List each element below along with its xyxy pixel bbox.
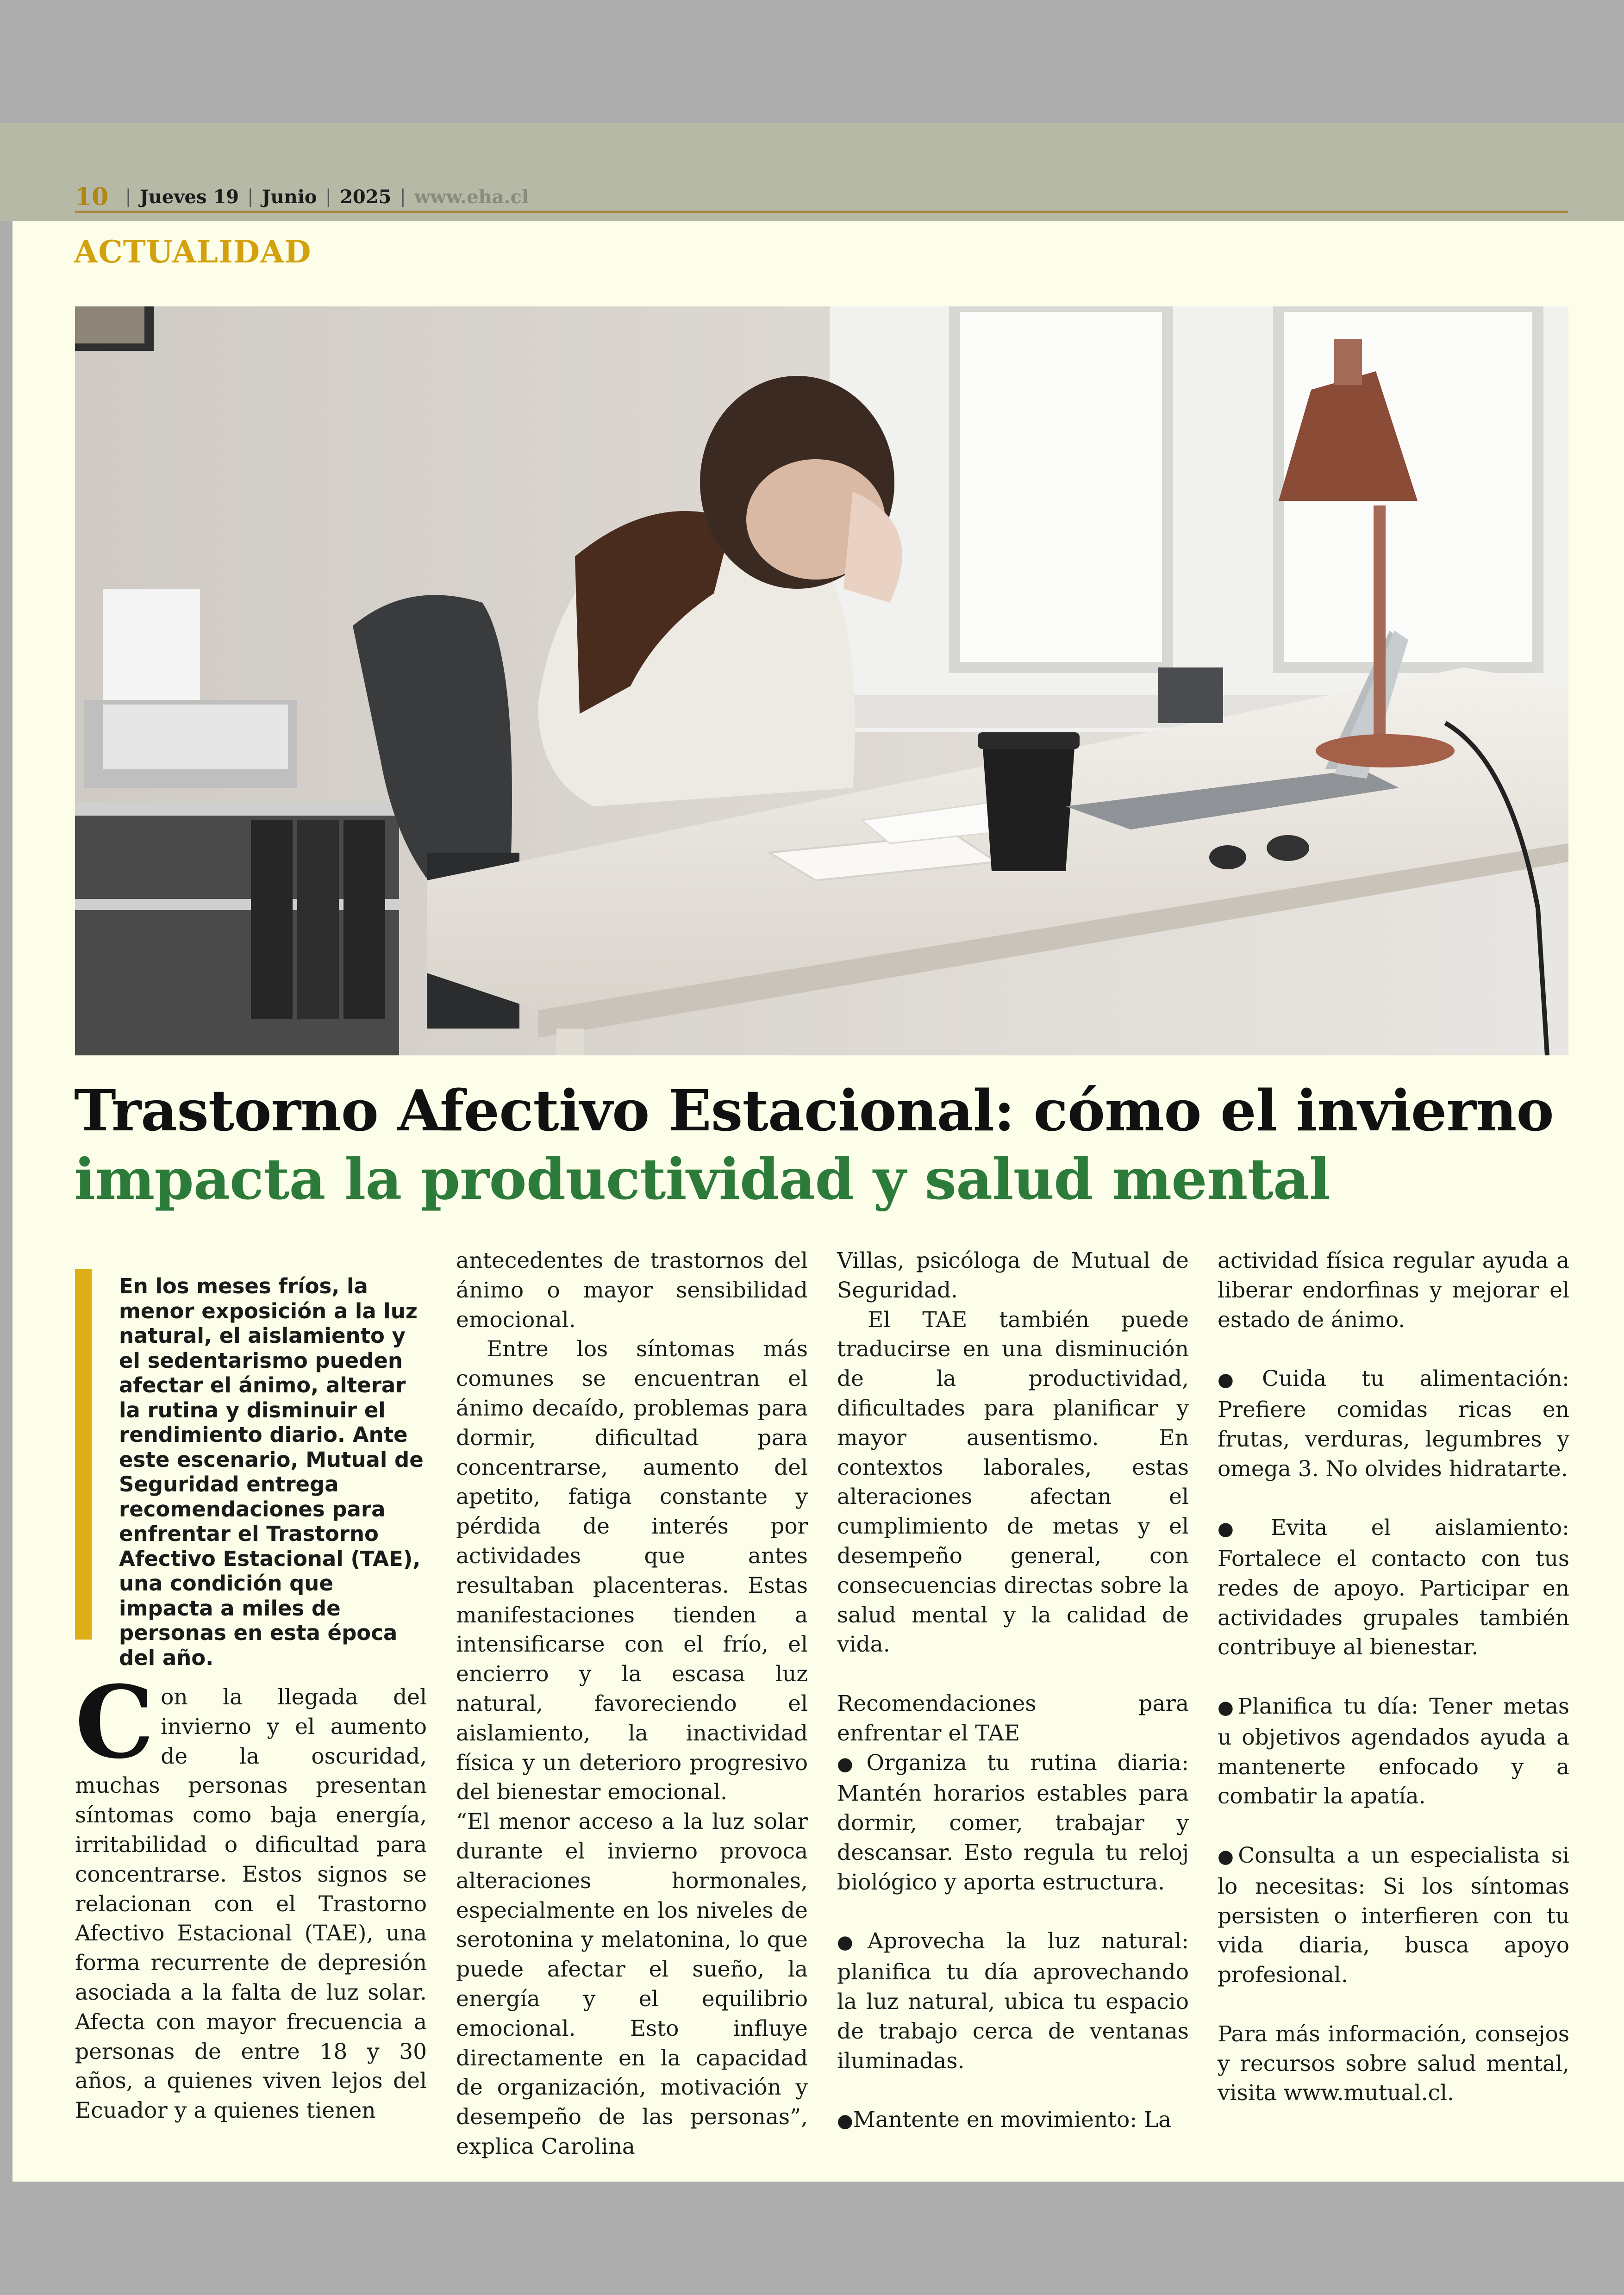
recommendation-item: ●Consulta a un especialista si lo necesitas: Si los síntomas persisten o interfieren con tu vida diaria, busca apoyo profesional. [1218, 1842, 1569, 1988]
folio-line [75, 181, 1570, 213]
header-rule [75, 211, 1568, 213]
bullet-icon: ● [837, 1753, 867, 1775]
section-label: ACTUALIDAD [74, 234, 312, 270]
body-paragraph: antecedentes de trastornos del ánimo o mayor sensibilidad emocional. [456, 1248, 808, 1333]
recommendation-item: ●Mantente en movimiento: La [837, 2107, 1172, 2133]
lead-paragraph: En los meses fríos, la menor exposición a la luz natural, el aislamiento y el sedentarismo pueden afectar el ánimo, alterar la rutina y disminuir el rendimiento diario. Ante este escenario, Mutual de Seguridad entrega recomendaciones para enfrentar el Trastorno Afectivo Estacional (TAE), una condición que impacta a miles de personas en esta época del año. [119, 1274, 424, 1670]
body-column-3 [837, 1246, 1189, 2136]
folio-separator: | [247, 186, 254, 207]
bullet-icon: ● [837, 2110, 853, 2132]
dropcap: C [75, 1664, 155, 1781]
folio-month: Junio [262, 186, 317, 208]
bullet-icon: ● [1218, 1846, 1238, 1867]
recommendation-continuation: actividad física regular ayuda a liberar endorfinas y mejorar el estado de ánimo. [1218, 1248, 1569, 1333]
recommendation-item: ●Cuida tu alimentación: Prefiere comidas ricas en frutas, verduras, legumbres y omega 3. No olvides hidratarte. [1218, 1366, 1569, 1482]
recommendations-heading: Recomendaciones para enfrentar el TAE [837, 1690, 1189, 1746]
recommendation-item: ●Aprovecha la luz natural: planifica tu día aprovechando la luz natural, ubica tu espacio de trabajo cerca de ventanas iluminadas. [837, 1928, 1189, 2074]
body-column-4 [1218, 1246, 1569, 2108]
recommendation-item: ●Planifica tu día: Tener metas u objetivos agendados ayuda a mantenerte enfocado y a combatir la apatía. [1218, 1693, 1569, 1809]
folio-separator: | [325, 186, 332, 207]
article-headline [74, 1076, 1583, 1213]
lead-accent-bar [75, 1269, 92, 1640]
intro-text: on la llegada del invierno y el aumento de la oscuridad, muchas personas presentan síntomas como baja energía, irritabilidad o dificultad para concentrarse. Estos signos se relacionan con el Trastorno Afectivo Estacional (TAE), una forma recurrente de depresión asociada a la falta de luz solar. Afecta con mayor frecuencia a personas de entre 18 y 30 años, a quienes viven lejos del Ecuador y a quienes tienen [75, 1684, 427, 2124]
folio-day: Jueves 19 [139, 186, 239, 208]
bullet-icon: ● [1218, 1696, 1238, 1718]
headline-line-1: Trastorno Afectivo Estacional: cómo el invierno [74, 1077, 1554, 1144]
body-paragraph [75, 1664, 427, 2126]
folio-separator: | [125, 186, 131, 207]
body-paragraph: Villas, psicóloga de Mutual de Seguridad. [837, 1248, 1189, 1303]
page-number: 10 [75, 182, 109, 211]
bullet-icon: ● [1218, 1369, 1262, 1391]
recommendation-item: ●Organiza tu rutina diaria: Mantén horarios estables para dormir, comer, trabajar y descansar. Esto regula tu reloj biológico y aporta estructura. [837, 1750, 1189, 1895]
closing-paragraph: Para más información, consejos y recursos sobre salud mental, visita www.mutual.cl. [1218, 2021, 1569, 2106]
folio-year: 2025 [340, 186, 392, 208]
folio-separator: | [400, 186, 406, 207]
office-photo-icon [75, 306, 1568, 1055]
headline-line-2: impacta la productividad y salud mental [74, 1146, 1330, 1212]
body-paragraph: Entre los síntomas más comunes se encuentran el ánimo decaído, problemas para dormir, dificultad para concentrarse, aumento del apetito, fatiga constante y pérdida de interés por actividades que antes resultaban placenteras. Estas manifestaciones tienden a intensificarse con el frío, el encierro y la escasa luz natural, favoreciendo el aislamiento, la inactividad física y un deterioro progresivo del bienestar emocional. [456, 1336, 808, 1805]
body-paragraph: El TAE también puede traducirse en una disminución de la productividad, dificultades para planificar y mayor ausentismo. En contextos laborales, estas alteraciones afectan el cumplimiento de metas y el desempeño general, con consecuencias directas sobre la salud mental y la calidad de vida. [837, 1307, 1189, 1658]
bullet-icon: ● [837, 1932, 868, 1953]
folio-website[interactable]: www.eha.cl [414, 186, 529, 208]
recommendation-item: ●Evita el aislamiento: Fortalece el contacto con tus redes de apoyo. Participar en actividades grupales también contribuye al bienestar. [1218, 1515, 1569, 1660]
body-column-1 [75, 1664, 427, 2126]
article-photo [75, 306, 1568, 1055]
quote-paragraph: “El menor acceso a la luz solar durante el invierno provoca alteraciones hormonales, especialmente en los niveles de serotonina y melatonina, lo que puede afectar el sueño, la energía y el equilibrio emocional. Esto influye directamente en la capacidad de organización, motivación y desempeño de las personas”, explica Carolina [456, 1809, 808, 2159]
bullet-icon: ● [1218, 1518, 1271, 1540]
body-column-2 [456, 1246, 808, 2162]
